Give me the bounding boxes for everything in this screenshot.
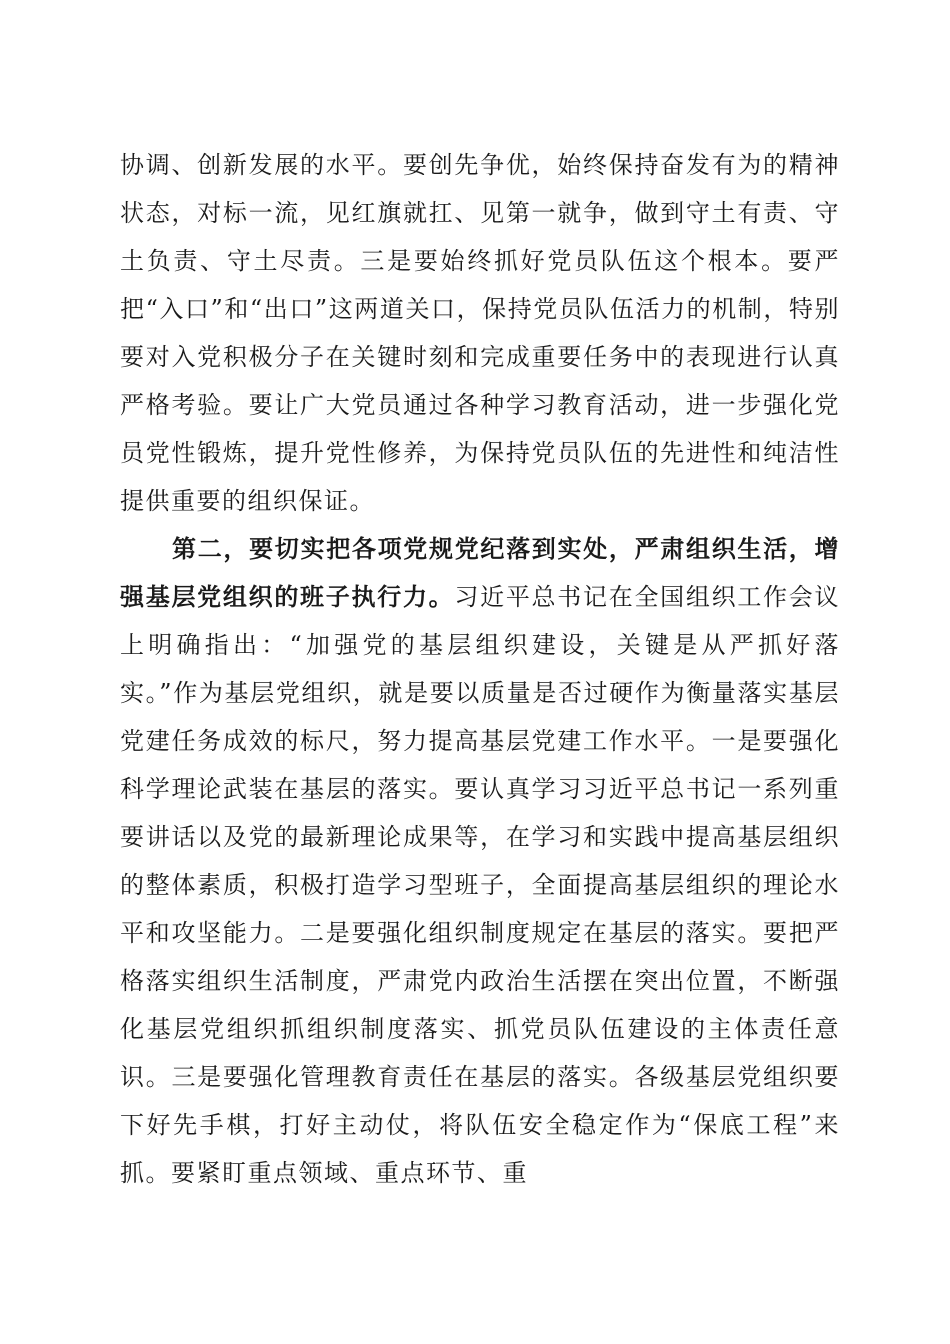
document-body — [120, 141, 840, 1197]
paragraph-second-point — [120, 525, 840, 1197]
paragraph-body: 习近平总书记在全国组织工作会议上明确指出：“加强党的基层组织建设，关键是从严抓好落实。”作为基层党组织，就是要以质量是否过硬作为衡量落实基层党建任务成效的标尺，努力提高基层党建工作水平。一是要强化科学理论武装在基层的落实。要认真学习习近平总书记一系列重要讲话以及党的最新理论成果等，在学习和实践中提高基层组织的整体素质，积极打造学习型班子，全面提高基层组织的理论水平和攻坚能力。二是要强化组织制度规定在基层的落实。要把严格落实组织生活制度，严肃党内政治生活摆在突出位置，不断强化基层党组织抓组织制度落实、抓党员队伍建设的主体责任意识。三是要强化管理教育责任在基层的落实。各级基层党组织要下好先手棋，打好主动仗，将队伍安全稳定作为“保底工程”来抓。要紧盯重点领域、重点环节、重 — [120, 583, 841, 1187]
paragraph-heading: 第二，要切实把各项党规党纪落到实处，严肃组织生活，增强基层党组织的班子执行力。 — [120, 534, 840, 611]
paragraph-continuation: 协调、创新发展的水平。要创先争优，始终保持奋发有为的精神状态，对标一流，见红旗就扛、见第一就争，做到守土有责、守土负责、守土尽责。三是要始终抓好党员队伍这个根本。要严把“入口”和“出口”这两道关口，保持党员队伍活力的机制，特别要对入党积极分子在关键时刻和完成重要任务中的表现进行认真严格考验。要让广大党员通过各种学习教育活动，进一步强化党员党性锻炼，提升党性修养，为保持党员队伍的先进性和纯洁性提供重要的组织保证。 — [120, 151, 840, 515]
